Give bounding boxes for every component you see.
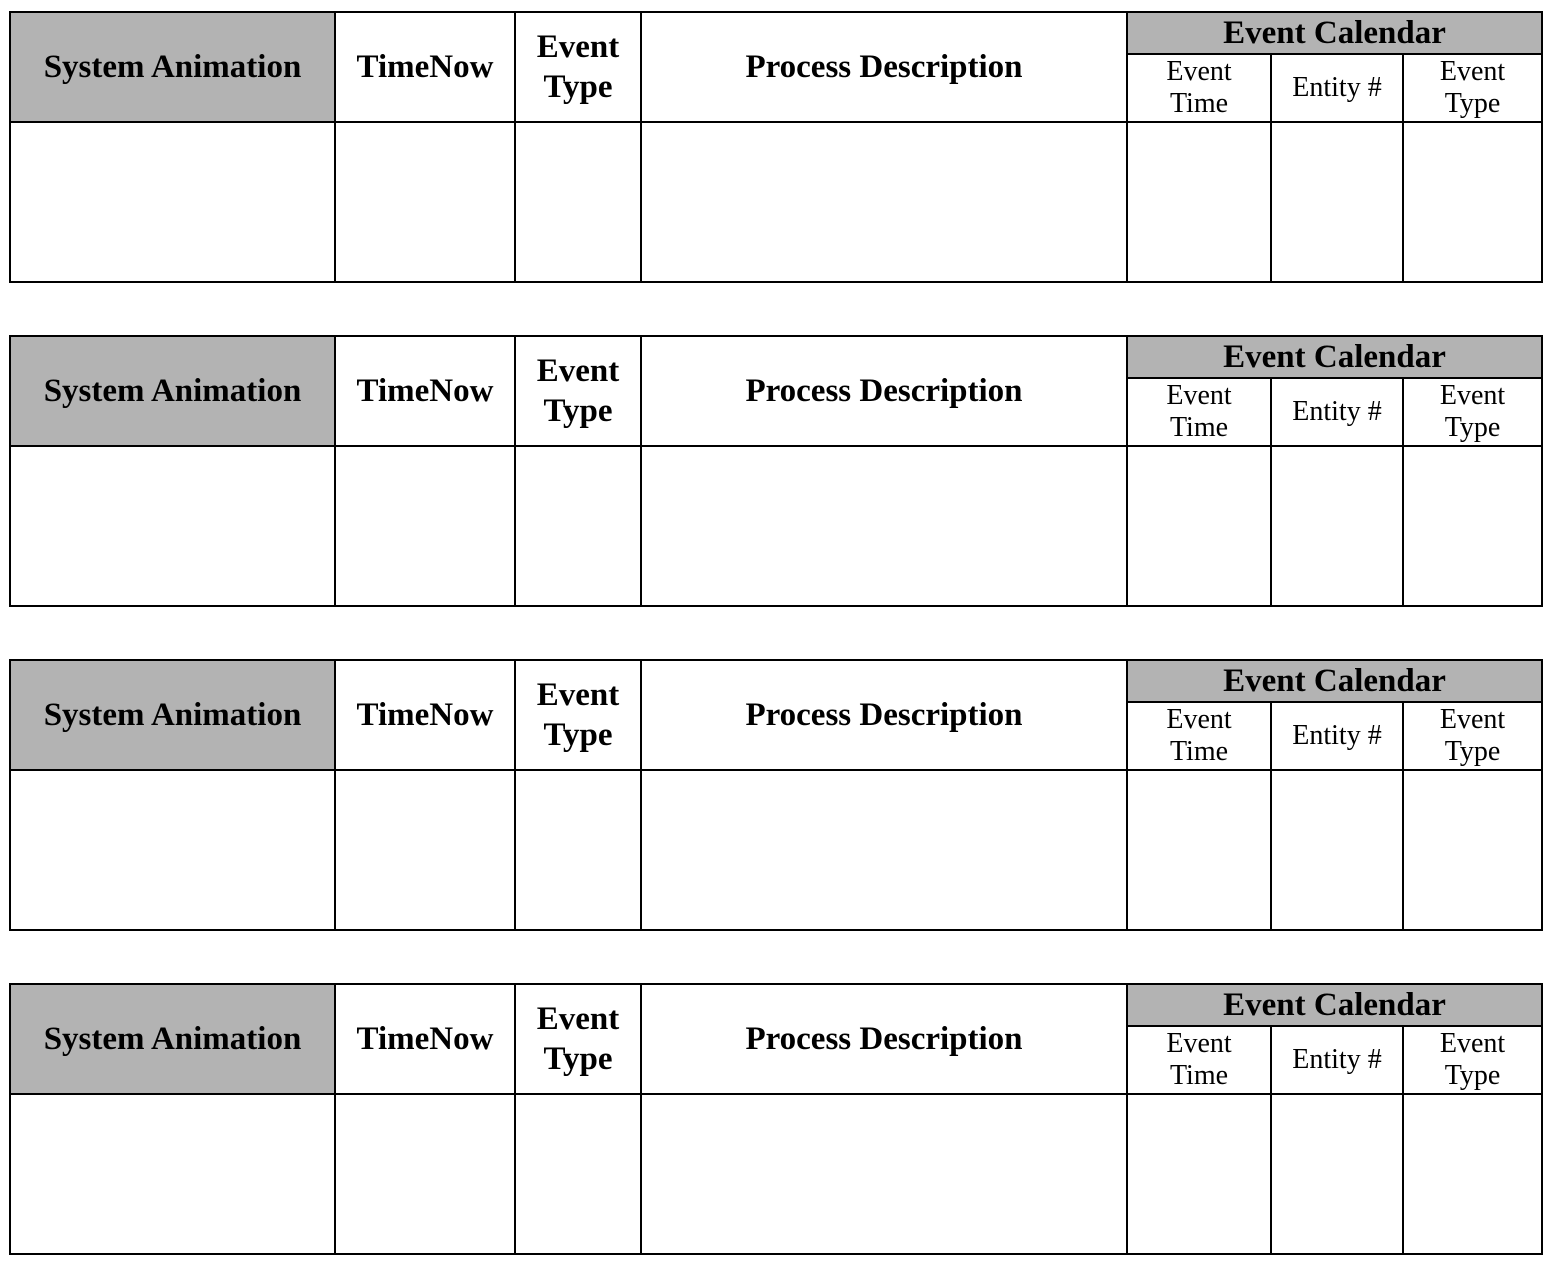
event-type-header [515,12,641,122]
system-animation-cell[interactable] [10,446,335,606]
event-table-4 [9,983,1543,1255]
calendar-event-time-header [1127,54,1271,122]
calendar-event-time-line1: Event [1166,704,1232,735]
table-row [10,122,1542,282]
calendar-event-type-line1: Event [1439,56,1506,87]
time-now-cell[interactable] [335,1094,515,1254]
system-animation-header: System Animation [10,660,335,770]
process-description-cell[interactable] [641,122,1127,282]
process-description-cell[interactable] [641,770,1127,930]
calendar-event-time-cell[interactable] [1127,122,1271,282]
event-type-cell[interactable] [515,770,641,930]
calendar-event-type-header [1403,702,1542,770]
calendar-event-time-header [1127,702,1271,770]
system-animation-cell[interactable] [10,770,335,930]
system-animation-header: System Animation [10,336,335,446]
calendar-event-time-line2: Time [1169,88,1229,119]
calendar-event-type-line2: Type [1444,1060,1501,1091]
event-type-header-line1: Event [536,29,620,65]
table-row [10,1094,1542,1254]
table-row [10,446,1542,606]
calendar-event-time-line1: Event [1166,56,1232,87]
event-calendar-header: Event Calendar [1127,12,1542,54]
calendar-event-type-line1: Event [1439,1028,1506,1059]
event-type-header-line1: Event [536,677,620,713]
event-type-header-line2: Type [543,69,613,105]
system-animation-cell[interactable] [10,122,335,282]
process-description-header: Process Description [641,984,1127,1094]
calendar-event-time-header [1127,378,1271,446]
process-description-cell[interactable] [641,1094,1127,1254]
system-animation-header: System Animation [10,12,335,122]
table-row [10,770,1542,930]
calendar-event-type-header [1403,1026,1542,1094]
calendar-event-time-line2: Time [1169,736,1229,767]
calendar-event-time-line1: Event [1166,1028,1232,1059]
calendar-entity-header: Entity # [1271,702,1403,770]
calendar-entity-cell[interactable] [1271,1094,1403,1254]
calendar-event-time-cell[interactable] [1127,770,1271,930]
event-type-header-line2: Type [543,393,613,429]
event-calendar-header: Event Calendar [1127,660,1542,702]
time-now-header: TimeNow [335,660,515,770]
time-now-header: TimeNow [335,336,515,446]
event-calendar-header: Event Calendar [1127,336,1542,378]
calendar-event-time-line2: Time [1169,412,1229,443]
time-now-cell[interactable] [335,122,515,282]
calendar-event-time-line1: Event [1166,380,1232,411]
event-type-header [515,984,641,1094]
calendar-event-type-line1: Event [1439,380,1506,411]
calendar-event-time-line2: Time [1169,1060,1229,1091]
process-description-cell[interactable] [641,446,1127,606]
calendar-event-type-header [1403,54,1542,122]
event-calendar-header: Event Calendar [1127,984,1542,1026]
event-type-cell[interactable] [515,122,641,282]
calendar-event-type-line2: Type [1444,412,1501,443]
calendar-event-type-line2: Type [1444,736,1501,767]
process-description-header: Process Description [641,336,1127,446]
process-description-header: Process Description [641,660,1127,770]
event-type-header-line2: Type [543,717,613,753]
calendar-entity-cell[interactable] [1271,122,1403,282]
process-description-header: Process Description [641,12,1127,122]
calendar-event-type-cell[interactable] [1403,770,1542,930]
calendar-event-type-header [1403,378,1542,446]
event-type-header-line1: Event [536,1001,620,1037]
calendar-event-time-cell[interactable] [1127,446,1271,606]
system-animation-header: System Animation [10,984,335,1094]
event-table-2 [9,335,1543,607]
calendar-event-type-cell[interactable] [1403,446,1542,606]
event-table-1 [9,11,1543,283]
time-now-cell[interactable] [335,446,515,606]
event-type-header [515,336,641,446]
event-type-cell[interactable] [515,1094,641,1254]
event-type-header-line2: Type [543,1041,613,1077]
calendar-entity-header: Entity # [1271,1026,1403,1094]
time-now-header: TimeNow [335,12,515,122]
calendar-entity-header: Entity # [1271,378,1403,446]
event-table-3 [9,659,1543,931]
calendar-entity-cell[interactable] [1271,446,1403,606]
event-type-header [515,660,641,770]
calendar-event-type-cell[interactable] [1403,1094,1542,1254]
calendar-event-time-header [1127,1026,1271,1094]
calendar-event-type-line2: Type [1444,88,1501,119]
calendar-event-time-cell[interactable] [1127,1094,1271,1254]
system-animation-cell[interactable] [10,1094,335,1254]
event-type-cell[interactable] [515,446,641,606]
calendar-entity-header: Entity # [1271,54,1403,122]
calendar-event-type-line1: Event [1439,704,1506,735]
calendar-entity-cell[interactable] [1271,770,1403,930]
time-now-cell[interactable] [335,770,515,930]
calendar-event-type-cell[interactable] [1403,122,1542,282]
event-type-header-line1: Event [536,353,620,389]
time-now-header: TimeNow [335,984,515,1094]
